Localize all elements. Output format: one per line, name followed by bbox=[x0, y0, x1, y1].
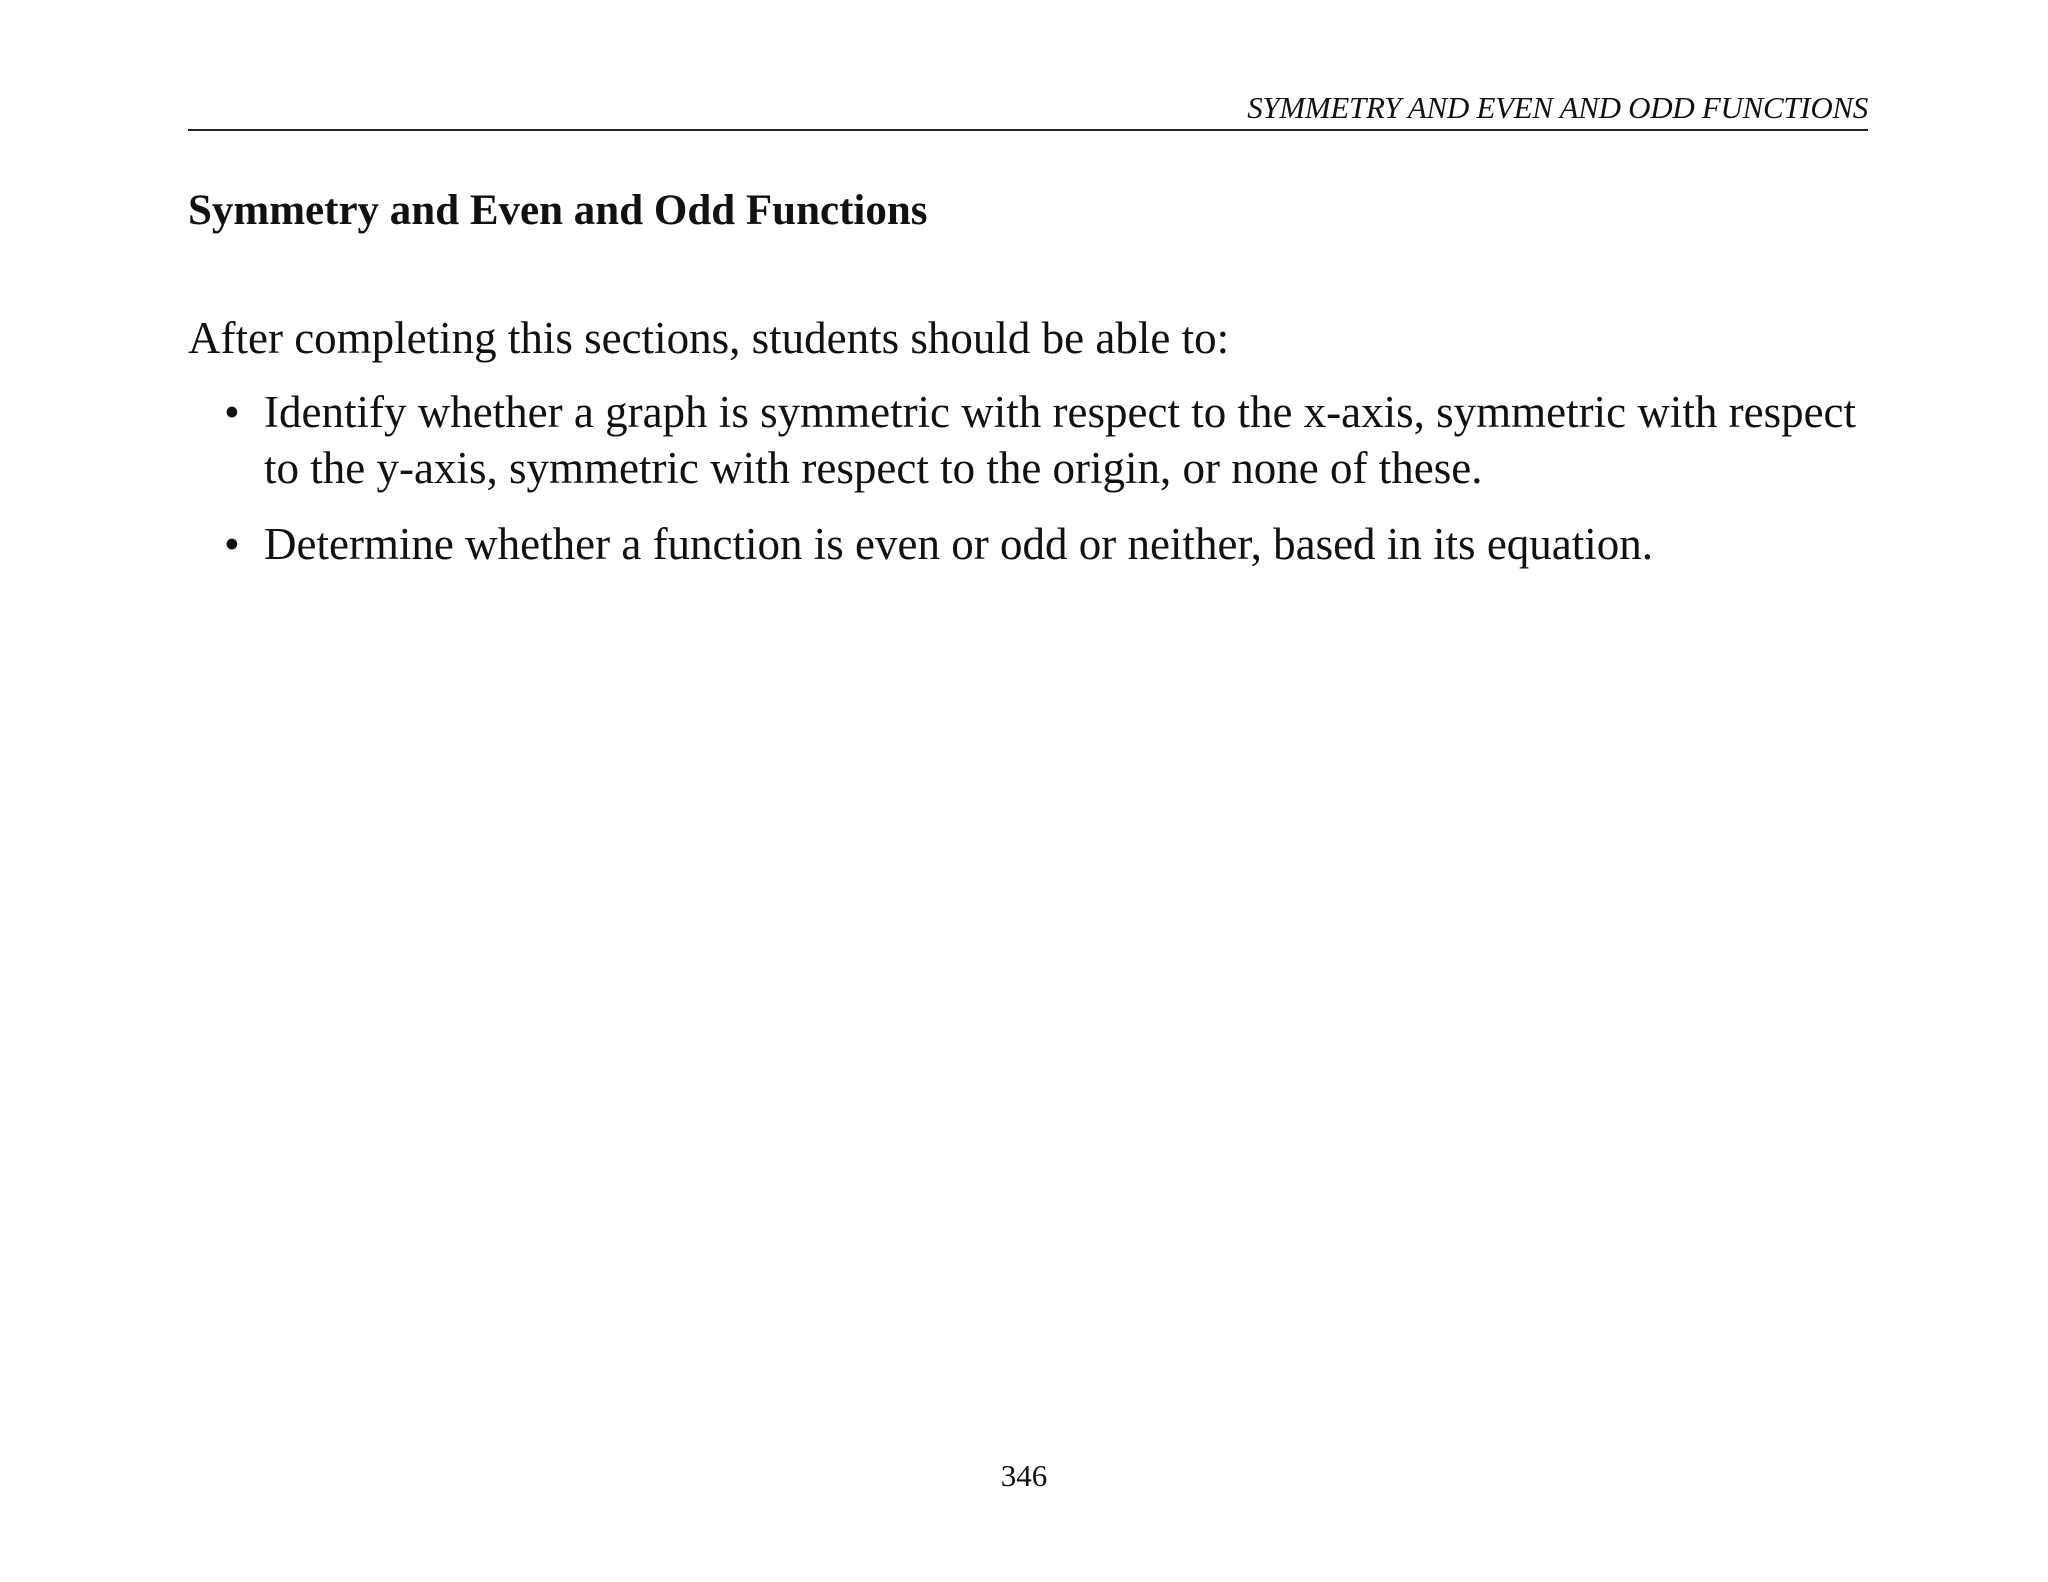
list-item bbox=[188, 384, 1868, 496]
section-title: Symmetry and Even and Odd Functions bbox=[188, 187, 928, 234]
intro-paragraph: After completing this sections, students should be able to: bbox=[188, 313, 1230, 363]
list-item bbox=[188, 516, 1868, 572]
page-number: 346 bbox=[1000, 1458, 1048, 1493]
bullet-icon: • bbox=[224, 387, 240, 437]
header-rule bbox=[188, 129, 1868, 131]
objective-text: Identify whether a graph is symmetric with respect to the x-axis, symmetric with respect to the y-axis, symmetric with respect to the origin, or none of these. bbox=[264, 387, 1857, 493]
objective-text: Determine whether a function is even or odd or neither, based in its equation. bbox=[264, 519, 1654, 569]
running-header: SYMMETRY AND EVEN AND ODD FUNCTIONS bbox=[1247, 90, 1868, 125]
objectives-list bbox=[188, 384, 1868, 592]
bullet-icon: • bbox=[224, 519, 240, 569]
